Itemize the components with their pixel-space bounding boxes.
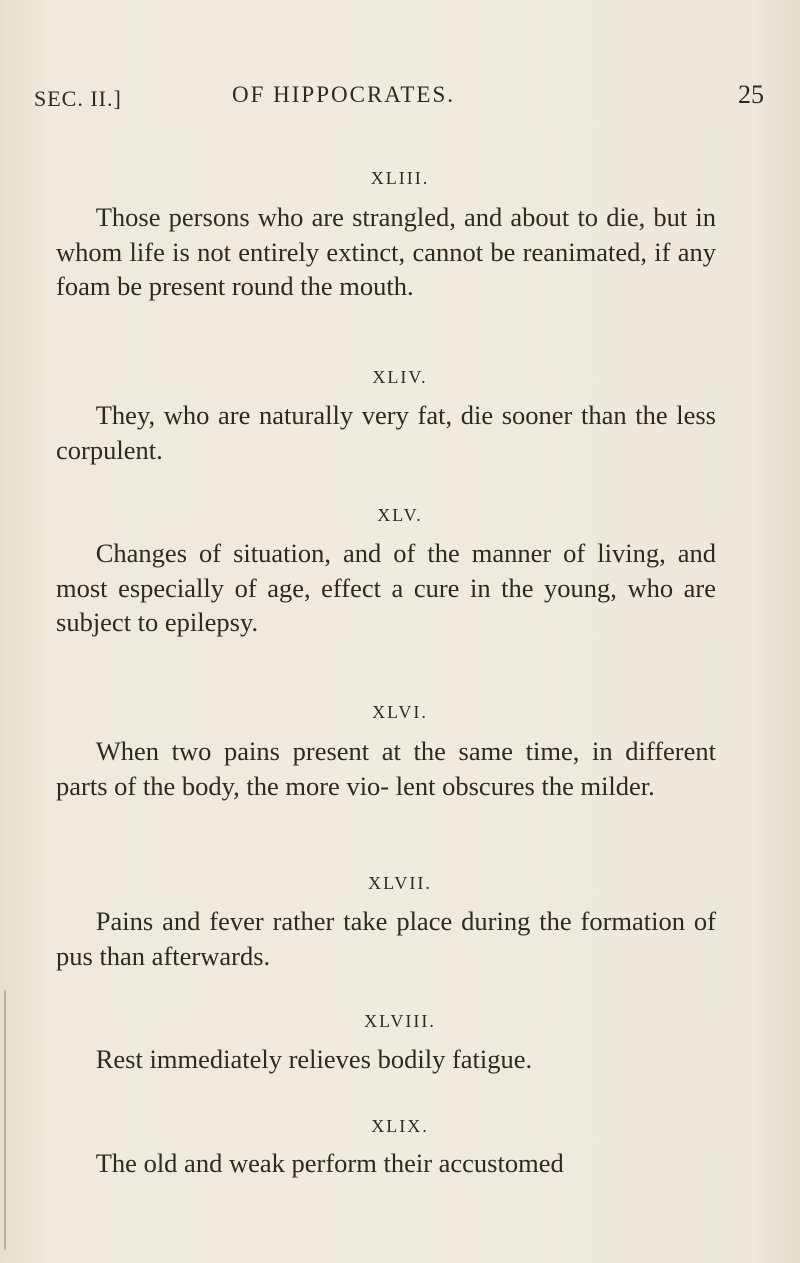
aphorism-text: Changes of situation, and of the manner of living, and most especially of age, effect a cure in the young, who are subject to epilepsy. (56, 538, 716, 637)
aphorism-text: The old and weak perform their accustomed (95, 1148, 564, 1178)
aphorism-text: They, who are naturally very fat, die sooner than the less corpulent. (56, 400, 716, 465)
aphorism-text: Those persons who are strangled, and about to die, but in whom life is not entirely extinct, cannot be reanimated, if any foam be present round the mouth. (56, 202, 716, 301)
aphorism-text: Pains and fever rather take place during the formation of pus than afterwards. (56, 906, 716, 971)
aphorism-number: XLVII. (368, 873, 432, 893)
aphorism-number: XLIX. (371, 1116, 429, 1136)
page-number: 25 (738, 80, 764, 109)
aphorism-text: Rest immediately relieves bodily fatigue. (95, 1044, 533, 1074)
section-label: SEC. II.] (34, 86, 122, 111)
aphorism-number: XLVIII. (364, 1011, 436, 1031)
aphorism-number: XLV. (377, 505, 423, 525)
aphorism-number: XLIII. (370, 168, 430, 188)
running-title: OF HIPPOCRATES. (232, 82, 455, 107)
aphorism-text: When two pains present at the same time, in different parts of the body, the more vio- lent obscures the milder. (56, 736, 716, 801)
aphorism-number: XLIV. (372, 367, 428, 387)
page-header (34, 80, 764, 114)
aphorism-number: XLVI. (372, 702, 428, 722)
